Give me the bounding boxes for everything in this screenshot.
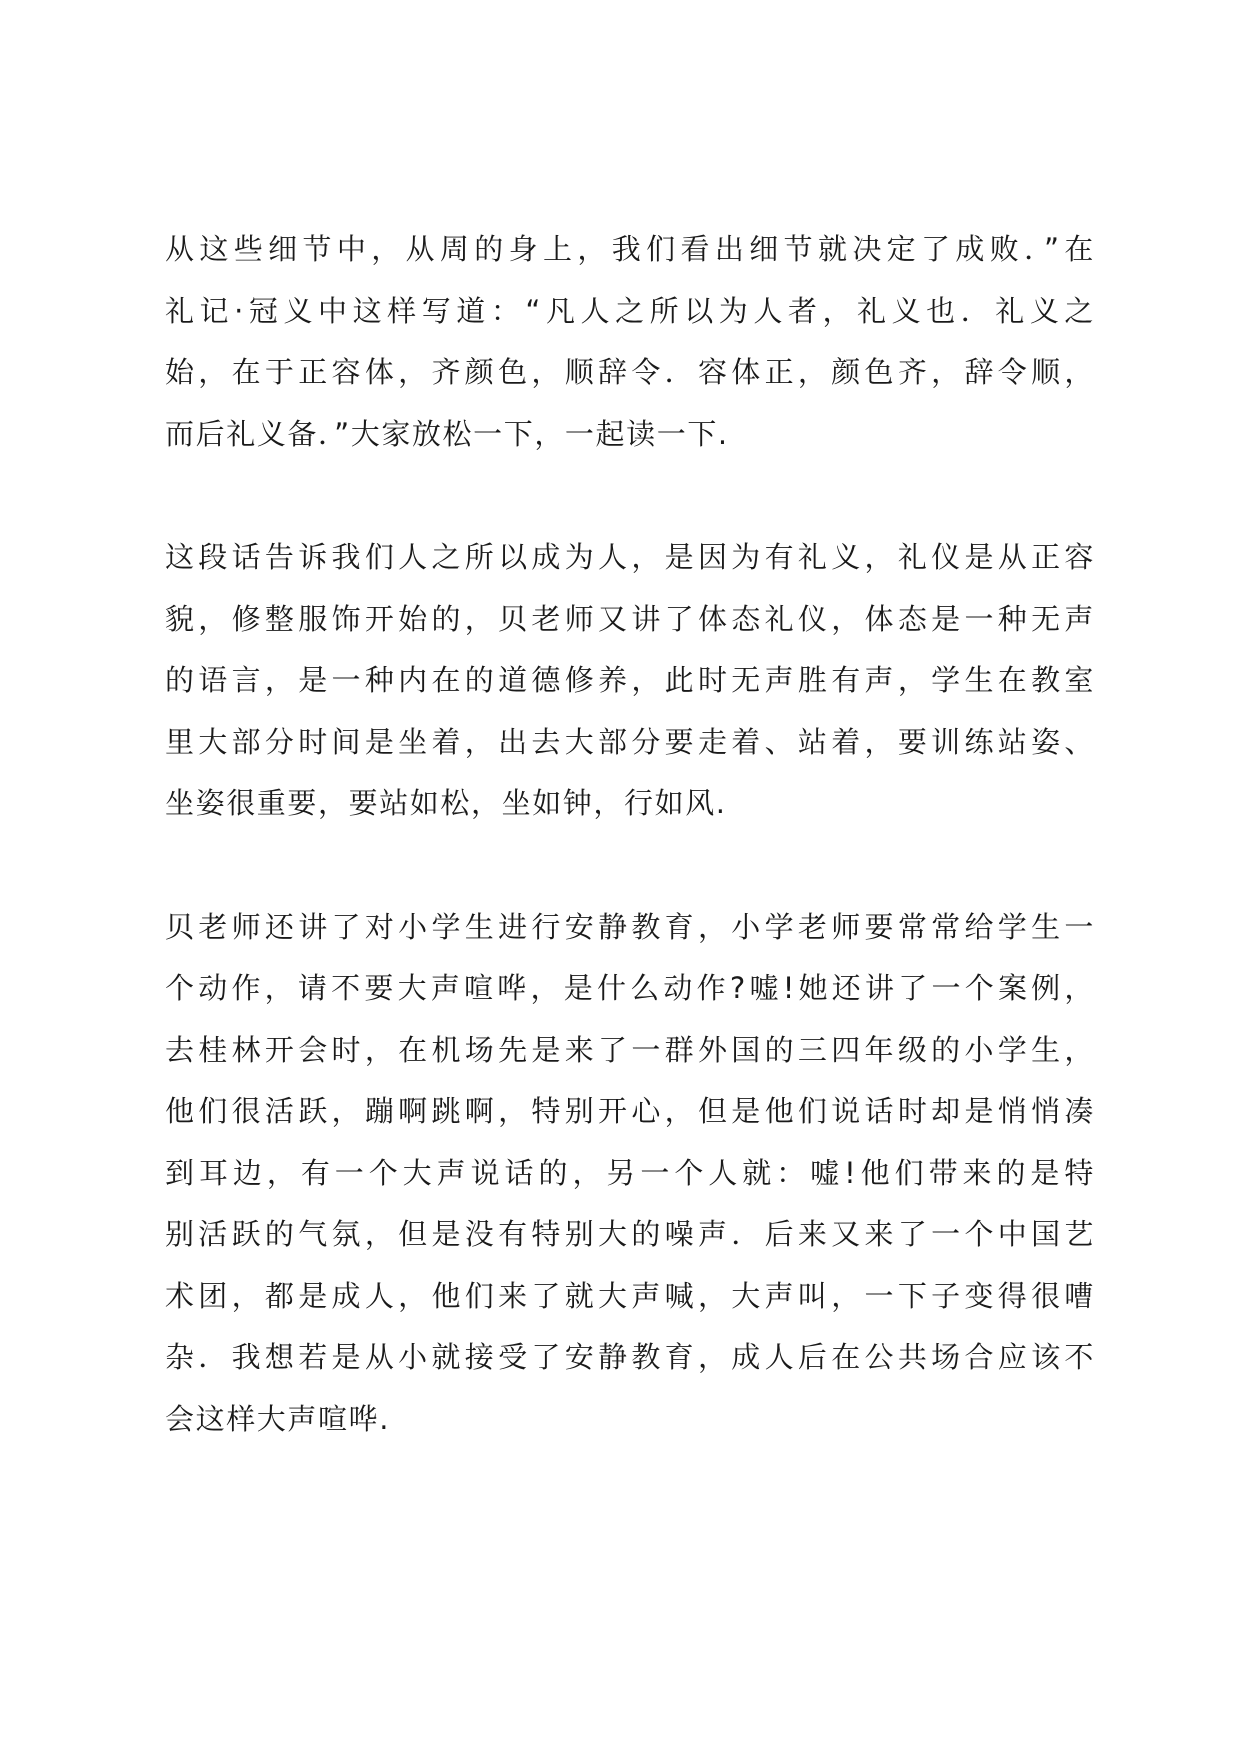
text-line: 而后礼义备．”大家放松一下，一起读一下. [165, 416, 729, 451]
text-line: 他们很活跃，蹦啊跳啊，特别开心，但是他们说话时却是悄悄凑 [165, 1094, 1095, 1128]
paragraph [165, 223, 1095, 469]
text-line: 术团，都是成人，他们来了就大声喊，大声叫，一下子变得很嘈 [165, 1278, 1095, 1313]
text-line: 的语言，是一种内在的道德修养，此时无声胜有声，学生在教室 [165, 663, 1095, 697]
document-body [165, 223, 1095, 1454]
text-line: 到耳边，有一个大声说话的，另一个人就：嘘!他们带来的是特 [165, 1155, 1095, 1190]
paragraph-spacer [165, 469, 1095, 531]
text-line: 礼记·冠义中这样写道：“凡人之所以为人者，礼义也．礼义之 [165, 293, 1095, 328]
text-line: 里大部分时间是坐着，出去大部分要走着、站着，要训练站姿、 [165, 724, 1095, 759]
text-line: 从这些细节中，从周的身上，我们看出细节就决定了成败．”在 [165, 232, 1095, 266]
text-line: 始，在于正容体，齐颜色，顺辞令．容体正，颜色齐，辞令顺， [165, 355, 1095, 389]
text-line: 去桂林开会时，在机场先是来了一群外国的三四年级的小学生， [165, 1032, 1095, 1067]
paragraph [165, 531, 1095, 839]
text-line: 貌，修整服饰开始的，贝老师又讲了体态礼仪，体态是一种无声 [165, 601, 1095, 636]
text-line: 坐姿很重要，要站如松，坐如钟，行如风. [165, 786, 727, 820]
text-line: 别活跃的气氛，但是没有特别大的噪声．后来又来了一个中国艺 [165, 1217, 1095, 1251]
text-line: 会这样大声喧哗. [165, 1401, 391, 1436]
text-line: 杂．我想若是从小就接受了安静教育，成人后在公共场合应该不 [165, 1340, 1095, 1374]
paragraph-spacer [165, 839, 1095, 901]
paragraph [165, 901, 1095, 1455]
text-line: 贝老师还讲了对小学生进行安静教育，小学老师要常常给学生一 [165, 909, 1095, 944]
text-line: 个动作，请不要大声喧哗，是什么动作?嘘!她还讲了一个案例， [165, 971, 1095, 1005]
text-line: 这段话告诉我们人之所以成为人，是因为有礼义，礼仪是从正容 [165, 540, 1095, 574]
